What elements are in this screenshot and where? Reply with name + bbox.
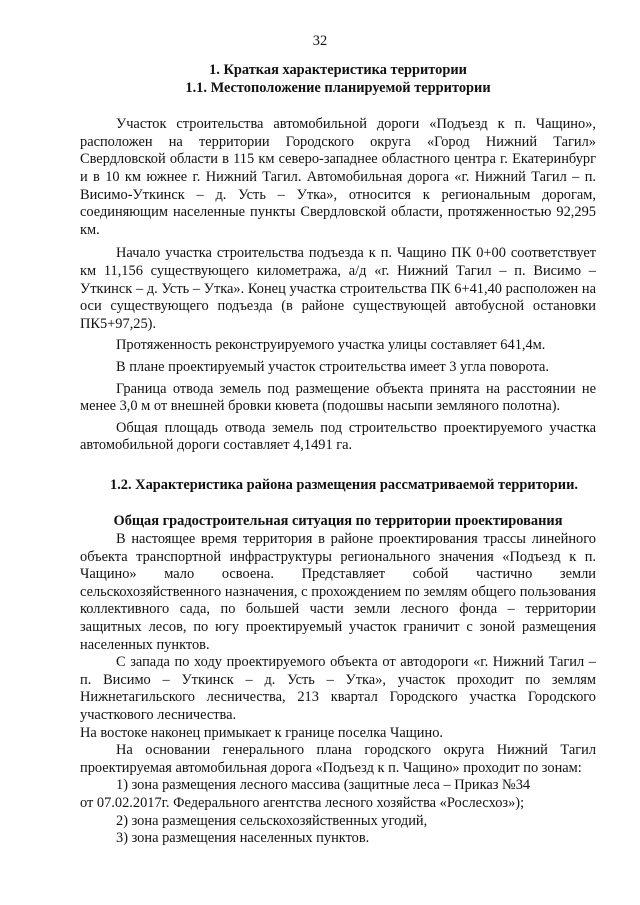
zone-1-line-1: 1) зона размещения лесного массива (защитные леса – Приказ №34 xyxy=(116,777,531,794)
zone-1-line-2: от 07.02.2017г. Федерального агентства лесного хозяйства «Рослесхоз»); xyxy=(80,794,525,811)
spacer xyxy=(80,455,596,477)
section-1-title: 1. Краткая характеристика территории xyxy=(209,62,467,78)
paragraph-length: Протяженность реконструируемого участка улицы составляет 641,4м. xyxy=(116,337,546,354)
paragraph-east: На востоке наконец примыкает к границе поселка Чащино. xyxy=(80,724,443,741)
paragraph-territory: В настоящее время территория в районе проектирования трассы линейного объекта транспортной инфраструктуры регионального значения «Подъезд к п. Чащино» мало освоена. Представляет собой частично земли сельскохозяйственного назначения, с прохождением по землям общего пользования коллективного сада, по большей части земли лесного фонда – территории защитных лесов, по югу проектируемый участок граничит с зоной размещения населенных пунктов. xyxy=(80,531,596,653)
paragraph-start-end: Начало участка строительства подъезда к п. Чащино ПК 0+00 соответствует км 11,156 существующего километража, а/д «г. Нижний Тагил – п. Висимо – Уткинск – д. Усть – Утка». Конец участка строительства ПК 6+41,40 расположен на оси существующего подъезда (в районе существующей автобусной остановки ПК5+97,25). xyxy=(80,245,596,332)
zone-3: 3) зона размещения населенных пунктов. xyxy=(116,830,370,847)
section-1-1-title: 1.1. Местоположение планируемой территории xyxy=(185,79,491,96)
section-1-2-title: 1.2. Характеристика района размещения рассматриваемой территории. xyxy=(110,476,578,493)
paragraph-west: С запада по ходу проектируемого объекта от автодороги «г. Нижний Тагил – п. Висимо – Уткинск – д. Усть – Утка», участок проходит по землям Нижнетагильского лесничества, 213 квартал Городского участка Городского участкового лесничества. xyxy=(80,654,596,723)
page-number: 32 xyxy=(312,33,328,49)
paragraph-area: Общая площадь отвода земель под строительство проектируемого участка автомобильной дороги составляет 4,1491 га. xyxy=(80,419,596,454)
paragraph-turns: В плане проектируемый участок строительства имеет 3 угла поворота. xyxy=(116,358,550,375)
spacer xyxy=(80,494,596,513)
urban-situation-subtitle: Общая градостроительная ситуация по территории проектирования xyxy=(113,513,563,530)
paragraph-location: Участок строительства автомобильной дороги «Подъезд к п. Чащино», расположен на территории Городского округа «Город Нижний Тагил» Свердловской области в 115 км северо-западнее областного центра г. Екатеринбург и в 10 км южнее г. Нижний Тагил. Автомобильная дорога «г. Нижний Тагил – п. Висимо-Уткинск – д. Усть – Утка», относится к региональным дорогам, соединяющим населенные пункты Свердловской области, протяженностью 92,295 км. xyxy=(80,116,596,238)
paragraph-boundary: Граница отвода земель под размещение объекта принята на расстоянии не менее 3,0 м от внешней бровки кювета (подошвы насыпи земляного полотна). xyxy=(80,380,596,415)
page-content xyxy=(80,62,596,848)
spacer xyxy=(80,97,596,116)
paragraph-general-plan: На основании генерального плана городского округа Нижний Тагил проектируемая автомобильная дорога «Подъезд к п. Чащино» проходит по зонам: xyxy=(80,742,596,776)
zone-2: 2) зона размещения сельскохозяйственных угодий, xyxy=(116,812,428,829)
